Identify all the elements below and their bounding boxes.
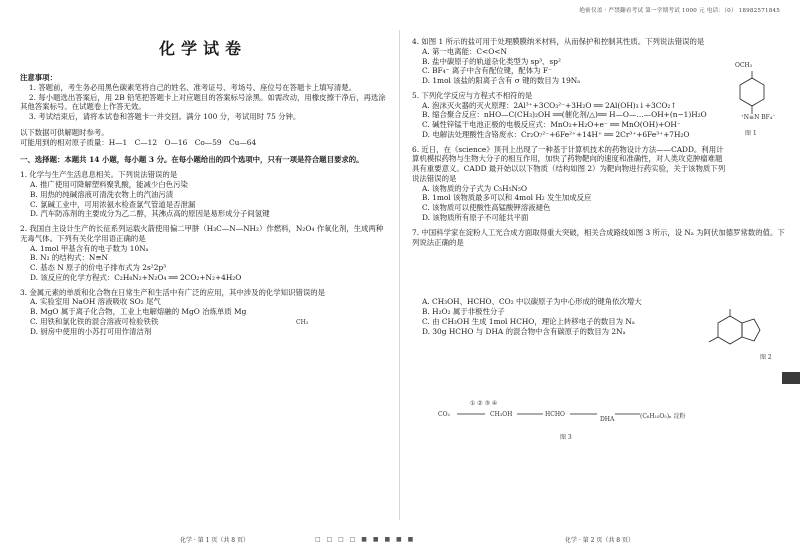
question-1 [20, 170, 386, 219]
option: C. 该物质可以使酸性高锰酸钾溶液褪色 [422, 203, 551, 213]
fig3-methanol: CH₃OH [490, 411, 513, 418]
option: C. 由 CH₃OH 生成 1mol HCHO，理论上转移电子的数目为 Nₐ [422, 316, 635, 326]
option: B. MgO 属于离子化合物，工业上电解熔融的 MgO 冶炼单质 Mg [30, 307, 247, 317]
note-item: 2. 每小题选出答案后，用 2B 铅笔把答题卡上对应题目的答案标号涂黑。如需改动，用橡皮擦干净后，再选涂其他答案标号。在试题卷上作答无效。 [20, 92, 386, 112]
question-stem: 6. 近日，在《science》顶刊上出现了一种基于计算机技术的药物设计方法——CADD。利用计算机模拟药物与生物大分子的相互作用，加快了药物靶向的速度和准确性，对人类攻克肿瘤难题具有重要意义。CADD 最开始以以下物质（结构如图 2）为靶向物进行药实验，关于该物质下列说法错误的是 [412, 144, 726, 183]
pyrimidine-ring [718, 316, 742, 344]
amino-bond [709, 337, 718, 342]
benzene-ring [740, 78, 764, 106]
methyl-label: CH₃ [296, 319, 309, 326]
question-stem: 5. 下列化学反应与方程式不相符的是 [412, 90, 533, 100]
fig3-steps: ① ② ③ ④ [470, 400, 498, 407]
note-item: 1. 答题前，考生务必用黑色碳素笔将自己的姓名、准考证号、考场号、座位号在答题卡上填写清楚。 [28, 82, 357, 92]
option: D. 汽车防冻剂的主要成分为乙二醇，其沸点高的原因是易形成分子间氢键 [30, 209, 270, 219]
option: A. 1mol 甲基含有的电子数为 10Nₐ [30, 243, 149, 253]
option: A. 实验室用 NaOH 溶液吸收 SO₂ 尾气 [30, 297, 161, 307]
reference-line: 以下数据可供解题时参考。 [20, 127, 109, 137]
note-item: 3. 考试结束后，请将本试卷和答题卡一并交回。满分 100 分，考试用时 75 分钟。 [28, 112, 301, 122]
fig3-dha: DHA [600, 416, 615, 423]
option: C. 用铁和氯化铁的混合溶液可检验铁铁 [30, 316, 159, 326]
header-line: 绝密仅盖 · 严禁翻看考试 第一学期考试 1000 元 电话：（0） 18982571845 [579, 8, 780, 14]
question-2 [20, 224, 386, 283]
option: C. BF₄⁻ 离子中含有配位键，配体为 F⁻ [422, 66, 552, 76]
option: D. 1mol 该盐的阳离子含有 σ 键的数目为 19Nₐ [422, 76, 581, 86]
option: A. 该物质的分子式为 C₅H₅N₅O [422, 183, 528, 193]
exam-title: 化学试卷 [158, 39, 247, 58]
imidazole-ring [742, 319, 760, 341]
option: D. 厨房中使用的小苏打可用作清洁剂 [30, 326, 152, 336]
option: A. 第一电离能：C<O<N [422, 46, 507, 56]
figure-2-label: 图 2 [760, 354, 772, 361]
section-heading: 一、选择题：本题共 14 小题，每小题 3 分。在每小题给出的四个选项中，只有一项是符合题目要求的。 [20, 155, 364, 165]
fig3-co2: CO₂ [438, 411, 450, 418]
figure-3-arrows [455, 408, 645, 420]
footer-page-2: 化学 · 第 2 页（共 8 页） [565, 537, 634, 544]
fig1-top-label: OCH₃ [735, 62, 753, 69]
option: C. 氯碱工业中，可用浓氨水检查氯气管道是否泄漏 [30, 199, 196, 209]
option: A. 推广使用可降解塑料聚乳酸，能减少白色污染 [30, 180, 188, 189]
footer-page-1: 化学 · 第 1 页（共 8 页） [180, 537, 249, 544]
option: D. 电解法处理酸性含铬废水：Cr₂O₇²⁻+6Fe²⁺+14H⁺ ══ 2Cr³⁺+6Fe³⁺+7H₂O [422, 129, 690, 139]
question-stem: 2. 我国自主设计生产的长征系列运载火箭使用偏二甲肼（H₃C—N—NH₂）作燃料，N₂O₄ 作氧化剂，生成两种无毒气体。下列有关化学用语正确的是 [20, 224, 384, 243]
fig3-starch: (C₆H₁₀O₅)ₙ 淀粉 [640, 413, 686, 420]
atomic-masses: 可能用到的相对原子质量：H—1 C—12 O—16 Co—59 Cu—64 [20, 137, 257, 147]
figure-3-space [412, 247, 786, 297]
option: B. 1mol 该物质最多可以和 4mol H₂ 发生加成反应 [422, 193, 592, 203]
fig1-bottom-label: ⁺N≡N BF₄⁻ [740, 114, 776, 121]
option: B. 缩合聚合反应：nHO—C(CH₃)₂OH ══(催化剂/△)══ H—O—…—OH+(n−1)H₂O [422, 110, 707, 120]
figure-2-molecule [700, 308, 780, 358]
figure-3-label: 图 3 [560, 434, 572, 441]
question-6 [412, 145, 786, 223]
option: B. H₂O₂ 属于非极性分子 [422, 307, 505, 317]
notes-heading: 注意事项： [20, 73, 57, 83]
question-stem: 7. 中国科学家在淀粉人工光合成方面取得重大突破，相关合成路线如图 3 所示，设 Nₐ 为阿伏加德罗常数的值。下列说法正确的是 [412, 227, 785, 247]
fig3-formaldehyde: HCHO [545, 411, 565, 418]
footer-marks: □ □ □ □ ■ ■ ■ ■ ■ [315, 536, 416, 543]
option: A. 泡沫灭火器的灭火原理：2Al³⁺+3CO₃²⁻+3H₂O ══ 2Al(OH)₃↓+3CO₂↑ [422, 100, 677, 110]
option: B. 盐中碳原子的轨道杂化类型为 sp³、sp² [422, 56, 561, 66]
option: D. 该物质所有原子不可能共平面 [422, 213, 529, 223]
question-3 [20, 288, 386, 337]
option: C. 基态 N 原子的价电子排布式为 2s²2p³ [30, 263, 167, 273]
option: D. 该反应的化学方程式：C₂H₈N₂+N₂O₄ ══ 2CO₂+N₂+4H₂O [30, 272, 242, 282]
option: B. 用热的纯碱溶液可清洗衣物上的汽油污渍 [30, 189, 174, 199]
question-stem: 1. 化学与生产生活息息相关。下列说法错误的是 [20, 170, 178, 180]
option: B. N₂ 的结构式：N≡N [30, 253, 108, 263]
question-stem: 3. 金属元素的单质和化合物在日常生产和生活中有广泛的应用，其中涉及的化学知识错误的是 [20, 287, 326, 297]
question-stem: 4. 如图 1 所示的盐可用于处理膜膜纳米材料，从而保护和控制其性质。下列说法错误的是 [412, 37, 705, 46]
option: D. 30g HCHO 与 DHA 的混合物中含有碳原子的数目为 2Nₐ [422, 326, 626, 336]
figure-1-label: 图 1 [745, 130, 757, 137]
option: A. CH₃OH、HCHO、CO₂ 中以碳原子为中心形成的键角依次增大 [422, 297, 642, 307]
option: C. 碱性锌锰干电池正极的电极反应式：MnO₂+H₂O+e⁻ ══ MnO(OH)+OH⁻ [422, 120, 681, 130]
